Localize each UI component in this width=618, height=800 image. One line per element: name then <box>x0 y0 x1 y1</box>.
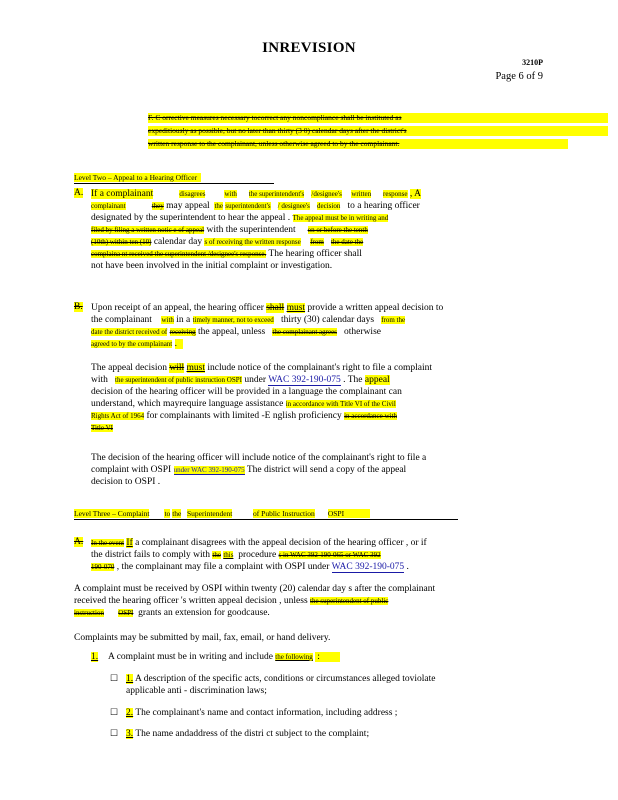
para-b-line2 <box>91 314 543 326</box>
para-b2-line4 <box>91 398 543 410</box>
text-run: with the superintendent <box>206 225 296 235</box>
para-b3 <box>91 452 543 488</box>
para-b2-line6 <box>91 422 543 434</box>
para-d <box>74 632 544 644</box>
text-run: The appeal decision <box>91 363 167 373</box>
text-run: The hearing officer shall <box>268 249 362 259</box>
text-run: received the hearing officer 's written appeal decision , unless <box>74 596 308 606</box>
text-run: OSPI <box>328 509 370 518</box>
text-run: to a hearing officer <box>347 201 420 211</box>
text-run: understand, which mayrequire language assistance <box>91 399 284 409</box>
policy-code: 3210P <box>522 58 543 67</box>
wac-link-1[interactable]: WAC 392-190-075 <box>268 375 341 385</box>
para-a3-line3 <box>91 561 543 573</box>
text-run: grants an extension for goodcause. <box>138 608 270 618</box>
para-a3-line2 <box>91 549 543 561</box>
text-run: a complainant disagrees with the appeal decision of the hearing officer , or if <box>135 538 427 548</box>
text-run: . <box>175 339 183 349</box>
text-run: procedure <box>238 550 277 560</box>
bullet-item-3 <box>126 728 544 740</box>
para-a3-label: A. <box>74 537 84 547</box>
para-b2-line5 <box>91 410 543 422</box>
para-b2-line3: decision of the hearing officer will be provided in a language the complainant can <box>91 387 402 397</box>
text-run: include notice of the complainant's right to file a complaint <box>207 363 432 373</box>
para-a-line7: not have been involved in the initial complaint or investigation. <box>91 261 333 271</box>
text-run: written <box>351 190 372 198</box>
text-run: the superintendent's <box>248 190 305 198</box>
para-b <box>91 302 543 350</box>
empty-box-icon: ☐ <box>110 707 119 717</box>
text-run: response <box>383 190 408 198</box>
para-b-line3 <box>91 326 543 338</box>
text-run: / designee's <box>277 202 310 210</box>
text-run: A complaint must be in writing and include <box>108 652 273 662</box>
text-run: Superintendent <box>186 509 233 518</box>
text-run: s in WAC 392-190-065 or WAC 392 <box>278 551 381 559</box>
text-run: Level Three – Complaint <box>74 509 150 518</box>
para-d-line1: Complaints may be submitted by mail, fax, email, or hand delivery. <box>74 633 331 643</box>
para-a3 <box>91 537 543 573</box>
text-run: If a complainant <box>91 189 154 199</box>
text-run: the superintendent of public <box>310 597 389 605</box>
text-run: complaina nt received the superintendent /designee's response. <box>91 250 267 258</box>
text-run: shall <box>266 303 285 313</box>
text-run: instruction <box>74 609 104 617</box>
text-run: Rights Act of 1964 <box>91 412 145 420</box>
para-b2-line2 <box>91 374 543 386</box>
text-run: superintendent's <box>225 202 271 210</box>
para-c <box>74 583 544 619</box>
item-1-text <box>108 652 340 662</box>
para-c-line1: A complaint must be received by OSPI within twenty (20) calendar day s after the complainant <box>74 584 436 594</box>
level-two-underline <box>74 183 274 184</box>
text-run: the complainant <box>91 315 152 325</box>
wac-link-2[interactable]: under WAC 392-190-075 <box>173 466 245 474</box>
para-b3-line1: The decision of the hearing officer will include notice of the complainant's right to file a <box>91 453 427 463</box>
text-run: In the event <box>91 539 125 547</box>
text-run: filed by filing a written notic e of appeal <box>91 226 205 234</box>
text-run: timely manner, not to exceed <box>192 316 274 324</box>
text-run: with <box>161 316 174 324</box>
text-run: on or before the tenth <box>307 226 368 234</box>
text-run: calendar day <box>153 237 203 247</box>
text-run: . The <box>343 375 363 385</box>
para-b3-line2 <box>91 464 543 476</box>
text-run: the <box>212 551 221 559</box>
para-b-line4 <box>91 338 543 350</box>
para-a-line2 <box>91 200 543 212</box>
text-run: The appeal must be in writing and <box>292 214 389 222</box>
para-f-line1 <box>148 113 608 123</box>
para-c-line3 <box>74 607 544 619</box>
text-run: may appeal <box>166 201 210 211</box>
text-run: the complainant agrees <box>272 328 337 336</box>
text-run: otherwise <box>344 327 381 337</box>
para-a-line3 <box>91 212 543 224</box>
text-run: applicable anti - discrimination laws; <box>126 686 267 696</box>
text-run: s of receiving the written response <box>204 238 301 246</box>
text-run: the district fails to comply with <box>91 550 210 560</box>
page-number: Page 6 of 9 <box>495 71 543 82</box>
text-run: designated by the superintendent to hear the appeal . <box>91 213 291 223</box>
para-a-line4 <box>91 224 543 236</box>
text-run: A description of the specific acts, conditions or circumstances alleged toviolate <box>134 674 436 684</box>
text-run: The name andaddress of the distri ct subject to the complaint; <box>135 729 370 739</box>
para-a-label: A. <box>74 188 84 198</box>
text-run: with <box>224 190 237 198</box>
empty-box-icon: ☐ <box>110 728 119 738</box>
text-run: under <box>244 375 266 385</box>
para-f-line3: written response to the complainant, unless otherwise agreed to by the complainant. <box>148 139 568 149</box>
text-run: Upon receipt of an appeal, the hearing officer <box>91 303 264 313</box>
text-run: complaint with OSPI <box>91 465 172 475</box>
wac-link-3[interactable]: WAC 392-190-075 <box>331 562 405 572</box>
text-run: to <box>164 509 171 518</box>
text-run: 1. <box>126 674 134 684</box>
para-a-line5 <box>91 236 543 248</box>
para-b2-line1 <box>91 362 543 374</box>
text-run: 190-070 <box>91 563 115 571</box>
para-f <box>74 113 544 149</box>
text-run: the date the <box>330 238 364 246</box>
para-f-line2: expeditiously as possible, but no later than thirty (3 0) calendar days after the district's <box>148 126 608 136</box>
para-b3-line3: decision to OSPI . <box>91 477 161 487</box>
text-run: The complainant's name and contact information, including address ; <box>135 708 398 718</box>
text-run: , the complainant may file a complaint with OSPI under <box>116 562 330 572</box>
text-run: provide a written appeal decision to <box>307 303 444 313</box>
text-run: this <box>223 551 234 559</box>
text-run: will <box>169 363 185 373</box>
text-run: complainant <box>91 202 126 210</box>
level-three-heading <box>74 509 370 518</box>
text-run: from the <box>381 316 406 324</box>
para-b2 <box>91 362 543 434</box>
text-run: must <box>286 303 306 313</box>
level-three-underline <box>74 519 458 520</box>
para-a-line1 <box>91 188 543 200</box>
bullet-item-1 <box>126 673 544 697</box>
text-run: date the district received of <box>91 328 168 336</box>
text-run: decision <box>317 202 341 210</box>
para-a-line6 <box>91 248 543 260</box>
text-run: must <box>186 363 205 373</box>
text-run: the following <box>275 653 313 661</box>
text-run: /designee's <box>311 190 342 198</box>
para-f-label: F. <box>148 113 154 122</box>
text-run: If <box>126 538 133 548</box>
text-run: the <box>172 509 182 518</box>
level-two-heading: Level Two – Appeal to a Hearing Officer <box>74 173 201 182</box>
bullet-item-2 <box>126 707 544 719</box>
text-run: receiving <box>169 328 196 336</box>
text-run: 2. <box>126 708 134 718</box>
text-run: : <box>315 652 340 662</box>
text-run: the superintendent of public instruction OSPI <box>115 376 242 384</box>
text-run: appeal <box>364 375 390 385</box>
text-run: with <box>91 375 108 385</box>
text-run: thirty (30) calendar days <box>280 315 375 325</box>
text-run: agreed to by the complainant <box>91 340 173 348</box>
text-run: OSPI <box>118 609 134 617</box>
para-b-label: B. <box>74 302 83 312</box>
text-run: disagrees <box>179 190 206 198</box>
text-run: The district will send a copy of the appeal <box>246 465 407 475</box>
text-run: 3. <box>126 729 134 739</box>
item-1-label: 1. <box>91 652 99 662</box>
text-run: for complainants with limited -E nglish proficiency <box>146 411 342 421</box>
text-run: in accordance with Title VI of the Civil <box>285 400 396 408</box>
text-run: (10th) within ten (10) <box>91 238 152 246</box>
text-run: . <box>406 562 409 572</box>
para-a <box>91 188 543 272</box>
page-title: INREVISION <box>262 40 356 56</box>
para-f-text1: C orrective measures necessary tocorrect any noncompliance shall be instituted as <box>155 113 402 122</box>
text-run: they <box>151 202 164 210</box>
text-run: in a <box>176 315 191 325</box>
text-run: of Public Instruction <box>253 509 315 518</box>
para-c-line2 <box>74 595 544 607</box>
text-run: the <box>214 202 224 210</box>
text-run: from <box>310 238 324 246</box>
empty-box-icon: ☐ <box>110 673 119 683</box>
text-run: in accordance with <box>344 412 397 420</box>
text-run: Title VI <box>91 424 113 432</box>
text-run: , A <box>409 189 421 199</box>
para-b-line1 <box>91 302 543 314</box>
para-a3-line1 <box>91 537 543 549</box>
text-run: the appeal, unless <box>197 327 266 337</box>
